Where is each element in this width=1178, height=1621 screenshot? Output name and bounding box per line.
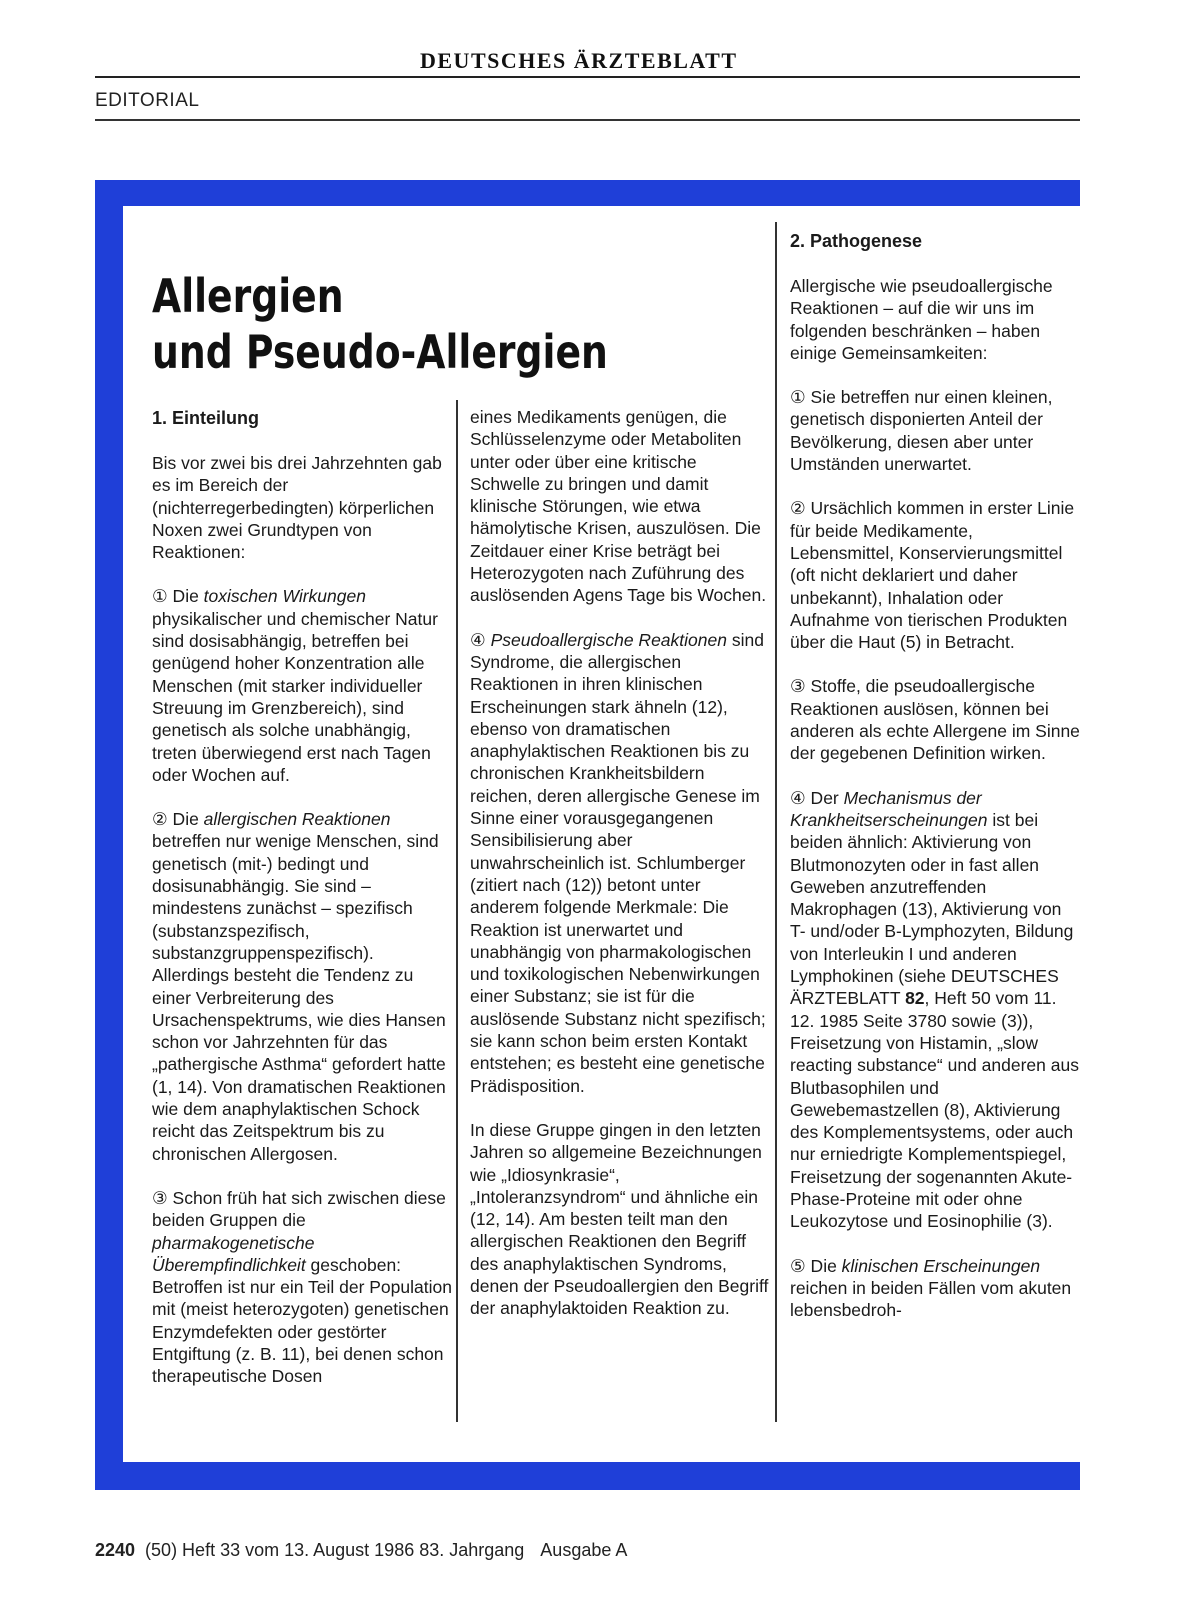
issue-info: (50) Heft 33 vom 13. August 1986 83. Jahrgang (145, 1540, 525, 1560)
section-label: EDITORIAL (95, 90, 200, 111)
column-3 (790, 229, 1080, 1343)
paragraph: ③ Schon früh hat sich zwischen diese beiden Gruppen die pharmakogenetische Überempfindlichkeit geschoben: Betroffen ist nur ein Teil der Population mit (meist heterozygoten) genetischen Enzymdefekten oder gestörter Entgiftung (z. B. 11), bei denen schon therapeutische Dosen (152, 1187, 452, 1387)
paragraph: ② Die allergischen Reaktionen betreffen nur wenige Menschen, sind genetisch (mit-) bedingt und dosisunabhängig. Sie sind – mindestens zunächst – spezifisch (substanzspezifisch, substanzgruppenspezifisch). Allerdings besteht die Tendenz zu einer Verbreiterung des Ursachenspektrums, wie dies Hansen schon vor Jahrzehnten für das „pathergische Asthma“ gefordert hatte (1, 14). Von dramatischen Reaktionen wie dem anaphylaktischen Schock reicht das Zeitspektrum bis zu chronischen Allergosen. (152, 809, 446, 1164)
column-divider-1 (456, 400, 458, 1422)
paragraph: Allergische wie pseudoallergische Reaktionen – auf die wir uns im folgenden beschränken – haben einige Gemeinsamkeiten: (790, 276, 1053, 363)
page-footer (95, 1540, 627, 1561)
title-line-1: Allergien (152, 269, 344, 323)
masthead: DEUTSCHES ÄRZTEBLATT (420, 48, 738, 73)
heading-einteilung: 1. Einteilung (152, 408, 260, 428)
paragraph: ⑤ Die klinischen Erscheinungen reichen in beiden Fällen vom akuten lebensbedroh- (790, 1255, 1072, 1321)
column-1 (152, 406, 452, 1410)
column-2 (470, 406, 770, 1342)
page-number: 2240 (95, 1540, 136, 1560)
paragraph: ② Ursächlich kommen in erster Linie für beide Medikamente, Lebensmittel, Konservierungsmittel (oft nicht deklariert und daher unbekannt), Inhalation oder Aufnahme von tierischen Produkten über die Haut (5) in Betracht. (790, 498, 1075, 653)
paragraph: ① Sie betreffen nur einen kleinen, genetisch disponierten Anteil der Bevölkerung, diesen aber unter Umständen unerwartet. (790, 387, 1053, 475)
edition-info: Ausgabe A (540, 1540, 628, 1560)
column-divider-2 (775, 222, 777, 1422)
top-rule (95, 76, 1080, 78)
article-title (152, 268, 608, 380)
title-line-2: und Pseudo-Allergien (152, 325, 608, 379)
paragraph: ④ Pseudoallergische Reaktionen sind Syndrome, die allergischen Reaktionen in ihren klinischen Erscheinungen stark ähneln (12), ebenso von dramatischen anaphylaktischen Reaktionen bis zu chronischen Krankheitsbildern reichen, deren allergische Genese im Sinne einer vorausgegangenen Sensibilisierung aber unwahrscheinlich ist. Schlumberger (zitiert nach (12)) betont unter anderem folgende Merkmale: Die Reaktion ist unerwartet und unabhängig von pharmakologischen und toxikologischen Nebenwirkungen einer Substanz; sie ist für die auslösende Substanz nicht spezifisch; sie kann schon beim ersten Kontakt entstehen; es besteht eine genetische Prädisposition. (470, 629, 766, 1096)
paragraph: ③ Stoffe, die pseudoallergische Reaktionen auslösen, können bei anderen als echte Allergene im Sinne der gegebenen Definition wirken. (790, 676, 1080, 764)
paragraph: ④ Der Mechanismus der Krankheitserscheinungen ist bei beiden ähnlich: Aktivierung von Blutmonozyten oder in fast allen Geweben anzutreffenden Makrophagen (13), Aktivierung von T- und/oder B-Lymphozyten, Bildung von Interleukin I und anderen Lymphokinen (siehe DEUTSCHES ÄRZTEBLATT 82, Heft 50 vom 11. 12. 1985 Seite 3780 sowie (3)), Freisetzung von Histamin, „slow reacting substance“ und anderen aus Blutbasophilen und Gewebemastzellen (8), Aktivierung des Komplementsystems, oder auch nur erniedrigte Komplementspiegel, Freisetzung der sogenannten Akute-Phase-Proteine mit oder ohne Leukozytose und Eosinophilie (3). (790, 787, 1079, 1232)
heading-pathogenese: 2. Pathogenese (790, 231, 923, 251)
paragraph: In diese Gruppe gingen in den letzten Jahren so allgemeine Bezeichnungen wie „Idiosynkrasie“, „Intoleranzsyndrom“ und ähnliche ein (12, 14). Am besten teilt man den allergischen Reaktionen den Begriff des anaphylaktischen Syndroms, denen der Pseudoallergien den Begriff der anaphylaktoiden Reaktion zu. (470, 1119, 769, 1319)
paragraph: ① Die toxischen Wirkungen physikalischer und chemischer Natur sind dosisabhängig, betreffen bei genügend hoher Konzentration alle Menschen (mit starker individueller Streuung im Grenzbereich), sind genetisch als solche unabhängig, treten überwiegend erst nach Tagen oder Wochen auf. (152, 586, 438, 785)
paragraph: Bis vor zwei bis drei Jahrzehnten gab es im Bereich der (nichterregerbedingten) körperlichen Noxen zwei Grundtypen von Reaktionen: (152, 453, 442, 563)
paragraph: eines Medikaments genügen, die Schlüsselenzyme oder Metaboliten unter oder über eine kritische Schwelle zu bringen und damit klinische Störungen, wie etwa hämolytische Krisen, auszulösen. Die Zeitdauer einer Krise beträgt bei Heterozygoten nach Zuführung des auslösenden Agens Tage bis Wochen. (470, 407, 767, 606)
section-rule (95, 119, 1080, 121)
